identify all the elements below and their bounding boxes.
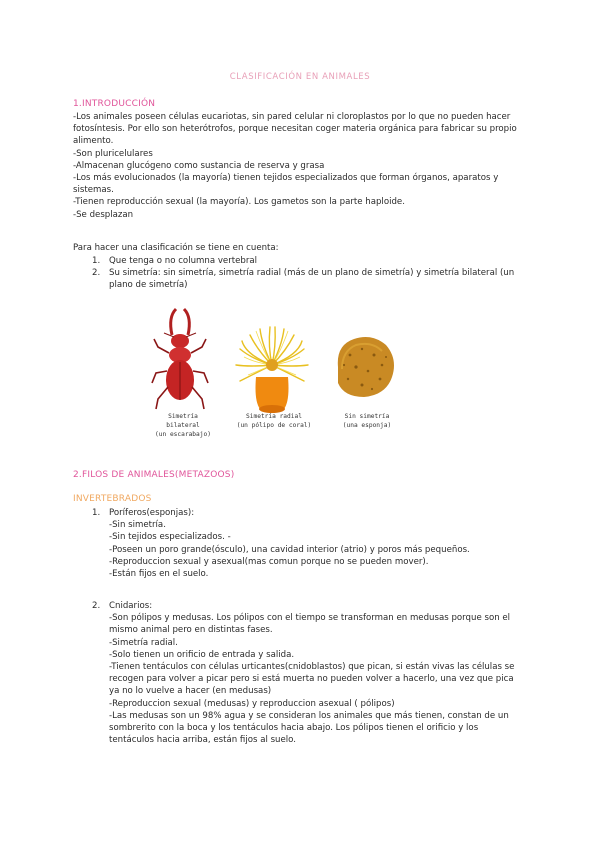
criteria-line: plano de simetría) [109,280,188,291]
intro-line: -Tienen reproducción sexual (la mayoría). Los gametos son la parte haploide. [73,197,405,208]
intro-line: -Los animales poseen células eucariotas, sin pared celular ni cloroplastos por lo que no pueden hacer [73,112,511,122]
intro-line: -Los más evolucionados (la mayoría) tienen tejidos especializados que forman órganos, aparatos y [73,173,499,184]
caption-line: Simetría radial [246,413,302,420]
group-line: -Son pólipos y medusas. Los pólipos con el tiempo se transforman en medusas porque son el [109,613,511,624]
caption-radial [234,412,314,430]
group-item [92,600,532,746]
group-name: Cnidarios: [109,601,153,611]
group-line: -Sin tejidos especializados. - [109,532,231,543]
caption-line: Simetría bilateral [166,413,200,429]
caption-line: (un pólipo de coral) [236,422,312,429]
caption-line: (un escarabajo) [155,431,211,438]
group-line: tentáculos hacia arriba, están fijos al suelo. [109,735,297,746]
list-number: 1. [92,256,101,266]
group-line: -Tienen tentáculos con células urticantes(cnidoblastos) que pican, si están vivas las células se [109,662,515,673]
invertebrates-heading: INVERTEBRADOS [73,494,152,504]
group-line: -Solo tienen un orificio de entrada y salida. [109,649,295,660]
criteria-item [92,255,522,267]
intro-line: -Almacenan glucógeno como sustancia de reserva y grasa [73,160,325,171]
section-heading-intro: 1.INTRODUCCIÓN [73,99,156,109]
porifera-group [92,507,532,580]
group-line: mismo animal pero en distintas fases. [109,625,273,636]
criteria-line: Que tenga o no columna vertebral [109,256,258,266]
criteria-list [92,255,522,292]
classification-lead: Para hacer una clasificación se tiene en cuenta: [73,243,279,253]
intro-line: -Se desplazan [73,209,134,220]
intro-line: sistemas. [73,185,114,196]
group-line: ya no lo vuelve a hacer (en medusas) [109,686,272,697]
list-number: 1. [92,508,101,518]
caption-bilateral [150,412,216,439]
group-line: -Reproduccion sexual (medusas) y reproduccion asexual ( pólipos) [109,698,395,709]
list-number: 2. [92,268,101,279]
caption-line: (una esponja) [342,422,392,429]
intro-line: -Son pluricelulares [73,148,153,159]
page-title: CLASIFICACIÓN EN ANIMALES [229,72,371,82]
group-line: -Simetría radial. [109,637,178,648]
list-number: 2. [92,601,101,611]
group-line: -Reproduccion sexual y asexual(mas comun porque no se pueden mover). [109,556,429,567]
symmetry-figure [150,305,400,438]
caption-line: Sin simetría [344,413,390,420]
group-line: sombrerito con la boca y los tentáculos hacia abajo. Los pólipos tienen el orificio y los [109,723,479,734]
group-line: -Sin simetría. [109,520,166,531]
intro-paragraph [73,111,533,221]
sponge-image [338,337,394,397]
beetle-image [152,309,208,409]
cnidaria-group [92,600,532,746]
group-line: -Las medusas son un 98% agua y se consideran los animales que más tienen, constan de un [109,710,509,721]
group-name: Poríferos(esponjas): [109,508,195,518]
caption-none [334,412,400,430]
criteria-line: Su simetría: sin simetría, simetría radial (más de un plano de simetría) y simetría bilateral (un [109,268,515,279]
group-item [92,507,532,580]
section-heading-filos: 2.FILOS DE ANIMALES(METAZOOS) [73,470,235,480]
group-line: -Poseen un poro grande(ósculo), una cavidad interior (atrio) y poros más pequeños. [109,544,470,555]
intro-line: alimento. [73,136,114,147]
group-line: -Están fijos en el suelo. [109,569,209,580]
polyp-image [236,327,308,413]
criteria-item [92,267,522,291]
intro-line: fotosíntesis. Por ello son heterótrofos, porque necesitan coger materia orgánica para fabricar su propio [73,124,517,135]
group-line: recogen para volver a picar pero si está muerta no pueden volver a hacerlo, una vez que pica [109,674,514,685]
